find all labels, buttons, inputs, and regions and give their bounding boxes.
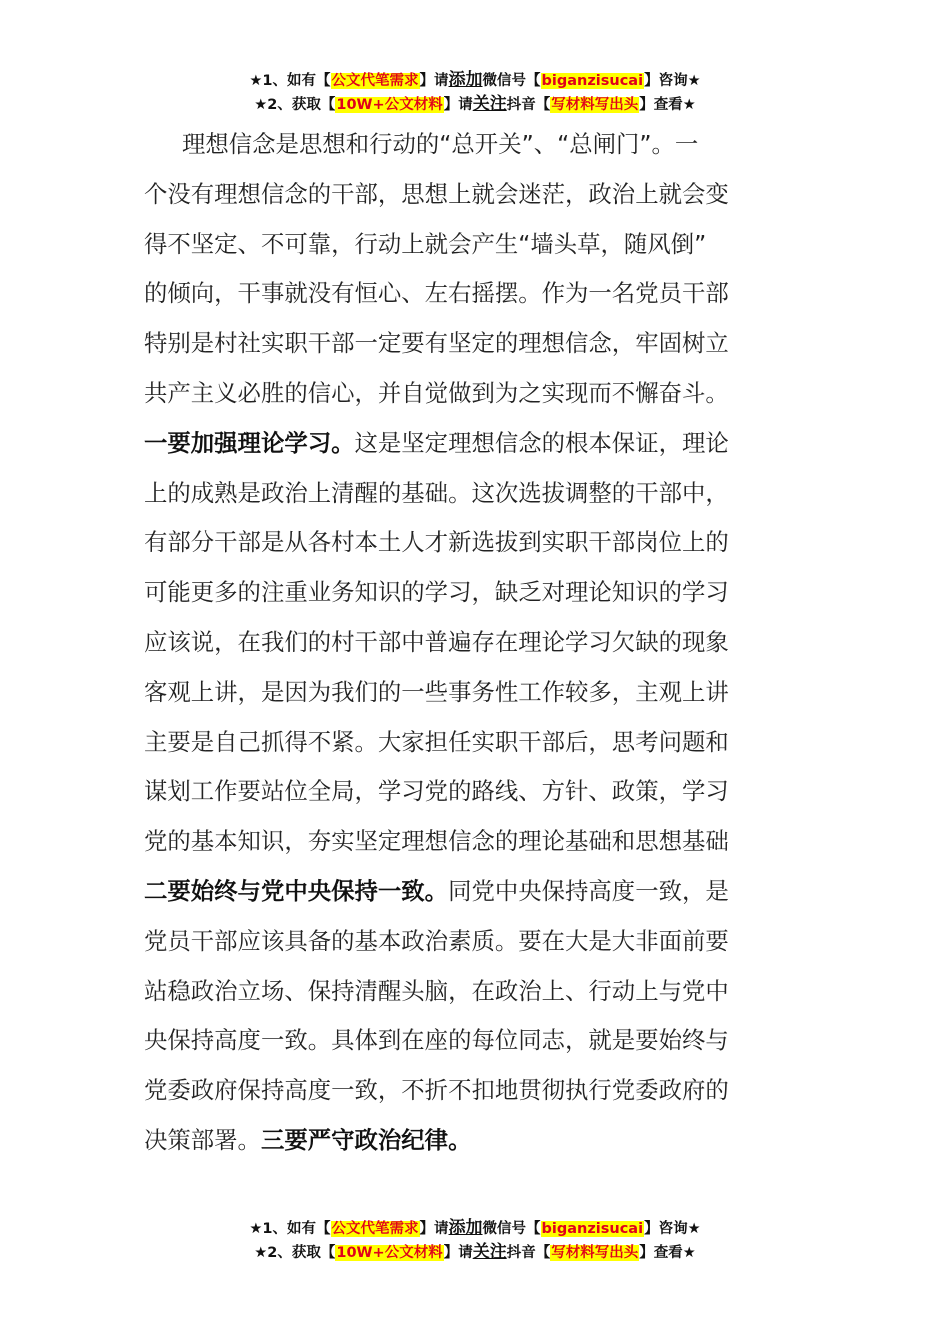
banner-text: ★1、如有【 xyxy=(249,73,331,89)
paragraph-line: 有部分干部是从各村本土人才新选拔到实职干部岗位上的 xyxy=(144,528,729,557)
banner-wechat-id: biganzisucai xyxy=(541,73,644,89)
banner-text: 】查看★ xyxy=(639,1245,696,1261)
document-body xyxy=(144,120,810,1166)
paragraph-line: 个没有理想信念的干部，思想上就会迷茫，政治上就会变 xyxy=(144,179,729,208)
banner-text: ★2、获取【 xyxy=(254,1245,336,1261)
paragraph-line: 理想信念是思想和行动的“总开关”、“总闸门”。一 xyxy=(182,130,699,158)
banner-highlight: 公文代笔需求 xyxy=(331,1221,419,1237)
banner-douyin-id: 写材料写出头 xyxy=(551,97,639,113)
banner-text: 】请 xyxy=(443,97,473,113)
banner-text: 抖音【 xyxy=(506,97,551,113)
banner-wechat-id: biganzisucai xyxy=(541,1221,644,1237)
banner-douyin-id: 写材料写出头 xyxy=(551,1245,639,1261)
section-2-first-line xyxy=(144,867,810,917)
paragraph-line: 可能更多的注重业务知识的学习，缺乏对理论知识的学习 xyxy=(144,578,729,607)
paragraph-line: 得不坚定、不可靠，行动上就会产生“墙头草，随风倒” xyxy=(144,229,707,258)
section-2-text: 同党中央保持高度一致，是 xyxy=(448,876,729,905)
banner-text: 】请 xyxy=(419,1221,449,1237)
paragraph-line: 特别是村社实职干部一定要有坚定的理想信念，牢固树立 xyxy=(144,329,729,358)
banner-text: 】查看★ xyxy=(639,97,696,113)
section-1-heading: 一要加强理论学习。 xyxy=(144,428,355,457)
banner-text: 微信号【 xyxy=(482,1221,541,1237)
header-banner xyxy=(0,68,950,116)
banner-emphasis: 添加 xyxy=(448,1218,483,1238)
paragraph-line: 党的基本知识，夯实坚定理想信念的理论基础和思想基础 xyxy=(144,827,729,856)
banner-text: ★1、如有【 xyxy=(249,1221,331,1237)
section-1-text: 这是坚定理想信念的根本保证，理论 xyxy=(354,428,729,457)
paragraph-line: 央保持高度一致。具体到在座的每位同志，就是要始终与 xyxy=(144,1026,729,1055)
footer-banner xyxy=(0,1216,950,1264)
paragraph-line: 共产主义必胜的信心，并自觉做到为之实现而不懈奋斗。 xyxy=(144,378,729,407)
banner-text: 】咨询★ xyxy=(644,73,701,89)
paragraph-line: 的倾向，干事就没有恒心、左右摇摆。作为一名党员干部 xyxy=(144,279,729,308)
paragraph-line: 主要是自己抓得不紧。大家担任实职干部后，思考问题和 xyxy=(144,727,729,756)
banner-text: 微信号【 xyxy=(482,73,541,89)
paragraph-line: 谋划工作要站位全局，学习党的路线、方针、政策，学习 xyxy=(144,777,729,806)
paragraph-line: 客观上讲，是因为我们的一些事务性工作较多，主观上讲 xyxy=(144,677,729,706)
section-3-line xyxy=(144,1116,810,1166)
banner-line-1 xyxy=(0,68,950,92)
paragraph-line: 党委政府保持高度一致，不折不扣地贯彻执行党委政府的 xyxy=(144,1076,729,1105)
banner-text: 抖音【 xyxy=(506,1245,551,1261)
banner-emphasis: 添加 xyxy=(448,70,483,90)
banner-text: 】请 xyxy=(443,1245,473,1261)
section-1-first-line xyxy=(144,419,810,469)
banner-emphasis: 关注 xyxy=(472,94,507,114)
banner-line-1 xyxy=(0,1216,950,1240)
banner-text: 】咨询★ xyxy=(644,1221,701,1237)
paragraph-line: 党员干部应该具备的基本政治素质。要在大是大非面前要 xyxy=(144,926,729,955)
paragraph-line: 上的成熟是政治上清醒的基础。这次选拔调整的干部中， xyxy=(144,478,729,507)
banner-highlight: 公文代笔需求 xyxy=(331,73,419,89)
banner-text: 】请 xyxy=(419,73,449,89)
section-2-heading: 二要始终与党中央保持一致。 xyxy=(144,876,449,905)
banner-emphasis: 关注 xyxy=(472,1242,507,1262)
banner-text: ★2、获取【 xyxy=(254,97,336,113)
banner-line-2 xyxy=(0,1240,950,1264)
closing-text: 决策部署。 xyxy=(144,1125,261,1154)
paragraph-line: 站稳政治立场、保持清醒头脑，在政治上、行动上与党中 xyxy=(144,976,729,1005)
paragraph-line: 应该说，在我们的村干部中普遍存在理论学习欠缺的现象 xyxy=(144,627,729,656)
banner-highlight: 10W+公文材料 xyxy=(336,1245,443,1261)
banner-highlight: 10W+公文材料 xyxy=(336,97,443,113)
banner-line-2 xyxy=(0,92,950,116)
section-3-heading: 三要严守政治纪律。 xyxy=(260,1125,472,1154)
